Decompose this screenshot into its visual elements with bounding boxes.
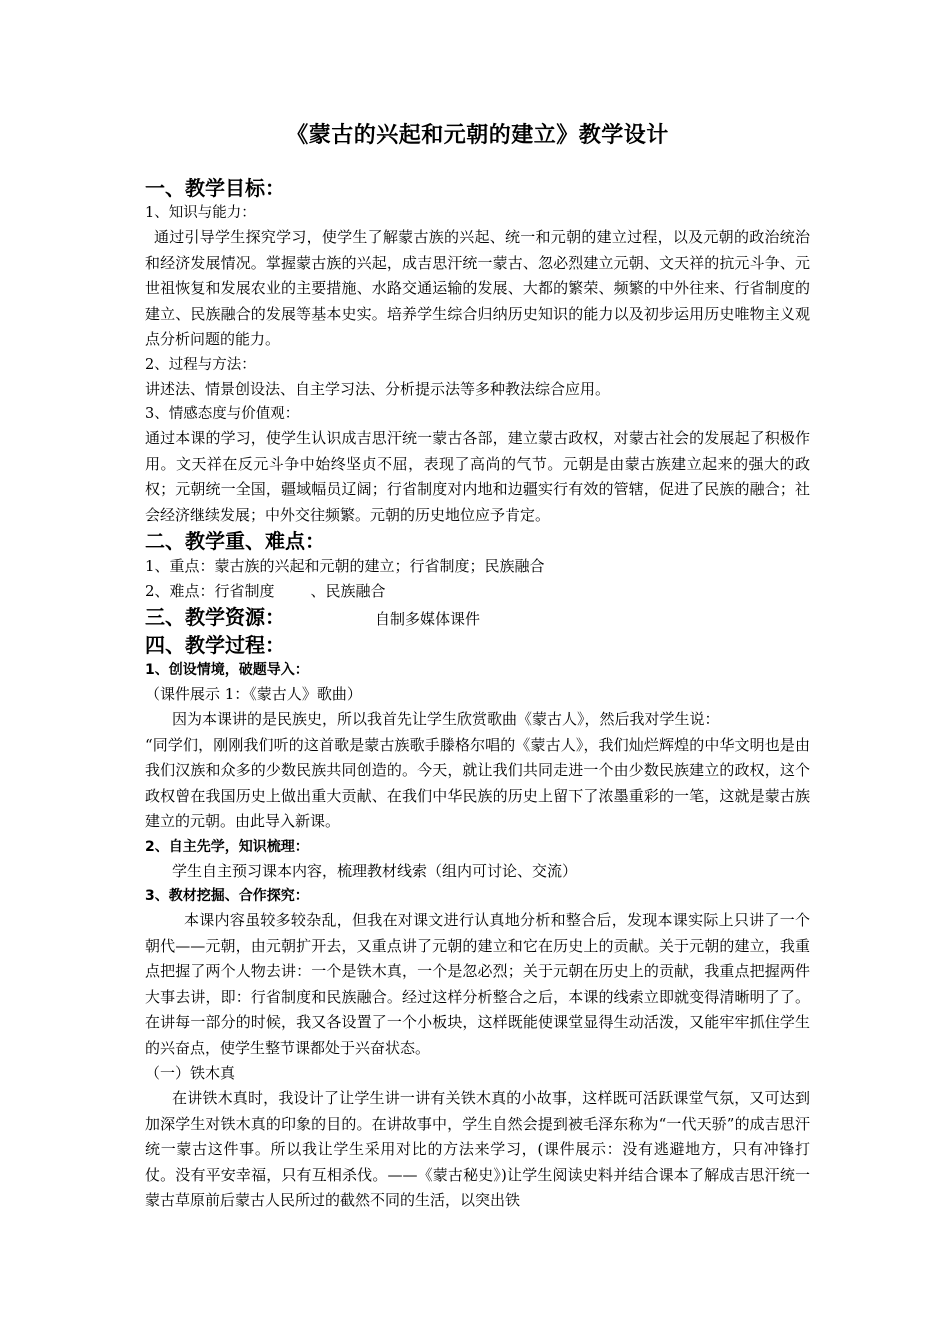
section-2-heading: 二、教学重、难点： (145, 529, 325, 553)
step-3-label: 3、教材挖掘、合作探究： (145, 888, 309, 904)
knowledge-text: 通过引导学生探究学习，使学生了解蒙古族的兴起、统一和元朝的建立过程，以及元朝的政治统治和经济发展情况。掌握蒙古族的兴起，成吉思汗统一蒙古、忽必烈建立元朝、文天祥的抗元斗争、元世祖恢复和发展农业的主要措施、水路交通运输的发展、大都的繁荣、频繁的中外往来、行省制度的建立、民族融合的发展等基本史实。培养学生综合归纳历史知识的能力以及初步运用历史唯物主义观点分析问题的能力。 (145, 228, 810, 348)
resource-text: 自制多媒体课件 (375, 610, 481, 628)
key-points: 1、重点：蒙古族的兴起和元朝的建立；行省制度；民族融合 (145, 557, 545, 575)
document-page (145, 118, 810, 1214)
process-text: 讲述法、情景创设法、自主学习法、分析提示法等多种教法综合应用。 (145, 379, 611, 398)
knowledge-label: 1、知识与能力： (145, 205, 256, 221)
step-2-text: 学生自主预习课本内容，梳理教材线索（组内可讨论、交流） (172, 861, 578, 880)
difficult-points (145, 579, 810, 604)
difficult-points-a: 2、难点：行省制度 (145, 582, 275, 600)
section-3-heading (145, 604, 810, 632)
step-2-label: 2、自主先学，知识梳理： (145, 838, 309, 855)
subsection-1-label: （一）铁木真 (145, 1064, 236, 1082)
emotion-label: 3、情感态度与价值观： (145, 406, 300, 422)
step-1-speech: “同学们，刚刚我们听的这首歌是蒙古族歌手滕格尔唱的《蒙古人》，我们灿烂辉煌的中华文明也是由我们汉族和众多的少数民族共同创造的。今天，就让我们共同走进一个由少数民族建立的政权，这个政权曾在我国历史上做出重大贡献、在我们中华民族的历史上留下了浓墨重彩的一笔，这就是蒙古族建立的元朝。由此导入新课。 (145, 735, 810, 830)
difficult-points-b: 、民族融合 (310, 582, 386, 600)
document-title: 《蒙古的兴起和元朝的建立》教学设计 (286, 123, 669, 148)
step-1-intro: 因为本课讲的是民族史，所以我首先让学生欣赏歌曲《蒙古人》，然后我对学生说： (172, 710, 720, 728)
process-label: 2、过程与方法： (145, 356, 256, 373)
emotion-text: 通过本课的学习，使学生认识成吉思汗统一蒙古各部，建立蒙古政权，对蒙古社会的发展起了积极作用。文天祥在反元斗争中始终坚贞不屈，表现了高尚的气节。元朝是由蒙古族建立起来的强大的政权；元朝统一全国，疆域幅员辽阔；行省制度对内地和边疆实行有效的管辖，促进了民族的融合；社会经济继续发展；中外交往频繁。元朝的历史地位应予肯定。 (145, 429, 810, 524)
section-3-title: 三、教学资源： (145, 605, 285, 629)
section-4-heading: 四、教学过程： (145, 633, 285, 657)
subsection-1-text: 在讲铁木真时，我设计了让学生讲一讲有关铁木真的小故事，这样既可活跃课堂气氛，又可达到加深学生对铁木真的印象的目的。在讲故事中，学生自然会提到被毛泽东称为“一代天骄”的成吉思汗统一蒙古这件事。所以我让学生采用对比的方法来学习，(课件展示：没有逃避地方，只有冲锋打仗。没有平安幸福，只有互相杀伐。——《蒙古秘史》)让学生阅读史料并结合课本了解成吉思汗统一蒙古草原前后蒙古人民所过的截然不同的生活，以突出铁 (145, 1089, 810, 1209)
step-1-courseware: （课件展示 1：《蒙古人》歌曲） (145, 685, 362, 703)
section-1-heading: 一、教学目标： (145, 176, 285, 200)
step-3-text: 本课内容虽较多较杂乱，但我在对课文进行认真地分析和整合后，发现本课实际上只讲了一个朝代——元朝，由元朝扩开去，又重点讲了元朝的建立和它在历史上的贡献。关于元朝的建立，我重点把握了两个人物去讲：一个是铁木真，一个是忽必烈；关于元朝在历史上的贡献，我重点把握两件大事去讲，即：行省制度和民族融合。经过这样分析整合之后，本课的线索立即就变得清晰明了了。在讲每一部分的时候，我又各设置了一个小板块，这样既能使课堂显得生动活泼，又能牢牢抓住学生的兴奋点，使学生整节课都处于兴奋状态。 (145, 911, 810, 1057)
step-1-label: 1、创设情境，破题导入： (145, 662, 309, 678)
